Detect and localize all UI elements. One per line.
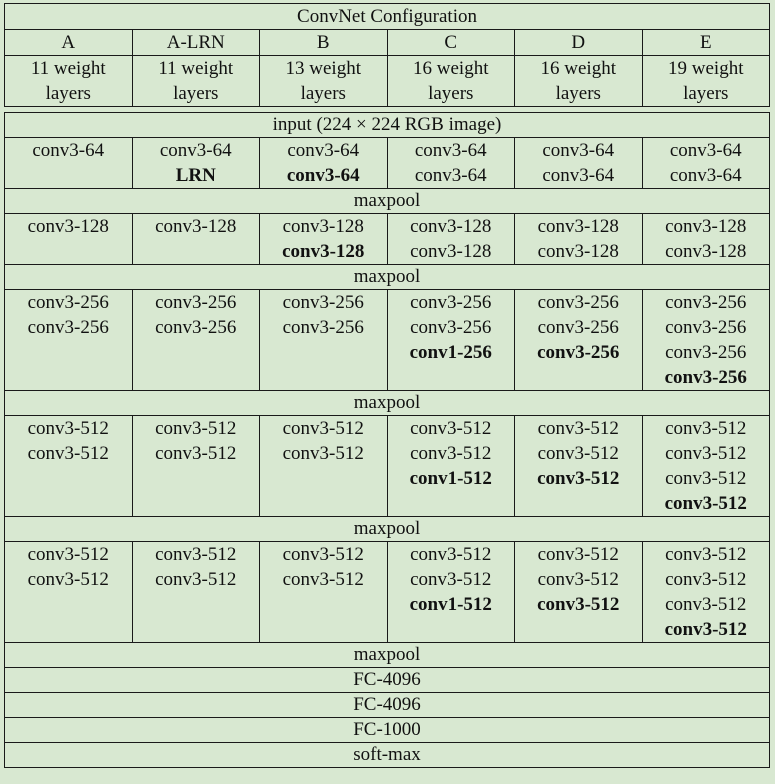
layer-cell-d — [515, 542, 643, 643]
layer: conv3-256 — [537, 292, 619, 313]
layer: conv3-64 — [414, 165, 487, 186]
layer: conv3-128 — [665, 241, 747, 262]
layer: conv3-128 — [410, 216, 492, 237]
layer: conv3-256 — [410, 292, 492, 313]
layer: conv3-512 — [155, 418, 237, 439]
layer: conv3-512 — [537, 418, 619, 439]
layer-cell-e — [642, 416, 770, 517]
layer: conv3-256 — [155, 292, 237, 313]
depth-unit: layers — [428, 83, 474, 104]
layer-cell-d — [515, 416, 643, 517]
layer: conv3-512 — [282, 443, 364, 464]
layer-cell-d — [515, 290, 643, 391]
layer-cell-a-lrn — [132, 214, 260, 265]
config-name-e: E — [642, 30, 770, 56]
layer: conv3-128 — [282, 216, 364, 237]
layer: conv3-512 — [665, 594, 747, 615]
maxpool-row: maxpool — [5, 189, 770, 214]
layer-cell-e — [642, 542, 770, 643]
layer: conv3-64 — [542, 140, 615, 161]
added-layer: conv3-128 — [282, 241, 365, 262]
added-layer: conv3-512 — [664, 619, 747, 640]
layer: conv3-128 — [27, 216, 109, 237]
layer-cell-b — [260, 138, 388, 189]
layer: conv3-512 — [665, 418, 747, 439]
depth-count: 16 weight — [413, 58, 489, 79]
layer: conv3-512 — [27, 569, 109, 590]
added-layer: conv1-512 — [409, 468, 492, 489]
layer: conv3-128 — [665, 216, 747, 237]
layer: conv3-64 — [159, 140, 232, 161]
layer: conv3-256 — [537, 317, 619, 338]
layer-cell-b — [260, 416, 388, 517]
layer: conv3-256 — [27, 317, 109, 338]
layer: conv3-512 — [155, 569, 237, 590]
maxpool-row: maxpool — [5, 643, 770, 668]
layer-cell-a — [5, 290, 133, 391]
layer: conv3-128 — [537, 216, 619, 237]
layer: conv3-128 — [537, 241, 619, 262]
layer-cell-e — [642, 214, 770, 265]
layer: conv3-512 — [155, 443, 237, 464]
maxpool-row: maxpool — [5, 391, 770, 416]
layer: conv3-512 — [537, 443, 619, 464]
layer: conv3-256 — [665, 292, 747, 313]
depth-count: 11 weight — [158, 58, 234, 79]
layer-cell-a-lrn — [132, 416, 260, 517]
layer: conv3-512 — [665, 569, 747, 590]
layer: conv3-64 — [287, 140, 360, 161]
added-layer: conv3-64 — [286, 165, 360, 186]
layer-cell-a-lrn — [132, 290, 260, 391]
config-depth-d — [515, 56, 643, 107]
depth-count: 16 weight — [540, 58, 616, 79]
config-layers-table — [4, 112, 770, 768]
layer: conv3-512 — [665, 443, 747, 464]
conv-block-row — [5, 416, 770, 517]
layer: conv3-512 — [27, 544, 109, 565]
layer: conv3-512 — [665, 544, 747, 565]
layer: conv3-128 — [410, 241, 492, 262]
layer-cell-a-lrn — [132, 542, 260, 643]
layer: conv3-512 — [27, 418, 109, 439]
added-layer: conv3-256 — [664, 367, 747, 388]
input-row: input (224 × 224 RGB image) — [5, 113, 770, 138]
layer: conv3-128 — [155, 216, 237, 237]
conv-block-row — [5, 290, 770, 391]
config-name-a: A — [5, 30, 133, 56]
config-depth-a-lrn — [132, 56, 260, 107]
config-depth-c — [387, 56, 515, 107]
depth-unit: layers — [683, 83, 729, 104]
layer-cell-c — [387, 138, 515, 189]
layer: conv3-512 — [282, 569, 364, 590]
softmax-row: soft-max — [5, 743, 770, 768]
added-layer: conv3-512 — [537, 468, 620, 489]
added-layer: conv3-512 — [537, 594, 620, 615]
config-depth-b — [260, 56, 388, 107]
depth-count: 13 weight — [285, 58, 361, 79]
layer-cell-b — [260, 214, 388, 265]
config-depth-e — [642, 56, 770, 107]
depth-unit: layers — [173, 83, 219, 104]
layer: conv3-512 — [537, 544, 619, 565]
depth-unit: layers — [555, 83, 601, 104]
layer: conv3-512 — [665, 468, 747, 489]
layer: conv3-512 — [410, 544, 492, 565]
fc-row: FC-4096 — [5, 668, 770, 693]
depth-count: 11 weight — [30, 58, 106, 79]
layer-cell-b — [260, 290, 388, 391]
layer-cell-a — [5, 138, 133, 189]
layer: conv3-256 — [665, 342, 747, 363]
layer-cell-c — [387, 416, 515, 517]
layer-cell-c — [387, 290, 515, 391]
added-layer: conv1-512 — [409, 594, 492, 615]
added-layer: LRN — [175, 165, 216, 186]
conv-block-row — [5, 138, 770, 189]
config-name-c: C — [387, 30, 515, 56]
layer: conv3-64 — [669, 140, 742, 161]
table-title: ConvNet Configuration — [5, 4, 770, 30]
layer: conv3-512 — [282, 544, 364, 565]
depth-unit: layers — [45, 83, 91, 104]
layer-cell-b — [260, 542, 388, 643]
layer-cell-d — [515, 138, 643, 189]
layer: conv3-512 — [155, 544, 237, 565]
layer-cell-a — [5, 542, 133, 643]
layer: conv3-512 — [410, 569, 492, 590]
config-name-row — [5, 30, 770, 56]
depth-unit: layers — [300, 83, 346, 104]
layer: conv3-256 — [665, 317, 747, 338]
config-name-b: B — [260, 30, 388, 56]
layer: conv3-256 — [282, 292, 364, 313]
fc-row: FC-4096 — [5, 693, 770, 718]
layer-cell-e — [642, 290, 770, 391]
layer: conv3-512 — [537, 569, 619, 590]
config-depth-a — [5, 56, 133, 107]
layer: conv3-256 — [410, 317, 492, 338]
layer: conv3-64 — [669, 165, 742, 186]
maxpool-row: maxpool — [5, 517, 770, 542]
config-depth-row — [5, 56, 770, 107]
layer-cell-d — [515, 214, 643, 265]
layer-cell-a — [5, 416, 133, 517]
added-layer: conv1-256 — [409, 342, 492, 363]
layer: conv3-512 — [410, 443, 492, 464]
layer-cell-a — [5, 214, 133, 265]
layer: conv3-512 — [27, 443, 109, 464]
fc-row: FC-1000 — [5, 718, 770, 743]
layer-cell-e — [642, 138, 770, 189]
layer: conv3-64 — [32, 140, 105, 161]
maxpool-row: maxpool — [5, 265, 770, 290]
layer: conv3-64 — [414, 140, 487, 161]
config-name-d: D — [515, 30, 643, 56]
layer: conv3-256 — [155, 317, 237, 338]
config-header-table — [4, 3, 770, 107]
config-name-a-lrn: A-LRN — [132, 30, 260, 56]
layer: conv3-64 — [542, 165, 615, 186]
layer-cell-c — [387, 214, 515, 265]
layer: conv3-512 — [282, 418, 364, 439]
layer: conv3-256 — [27, 292, 109, 313]
added-layer: conv3-256 — [537, 342, 620, 363]
added-layer: conv3-512 — [664, 493, 747, 514]
layer-cell-c — [387, 542, 515, 643]
layer: conv3-256 — [282, 317, 364, 338]
layer-cell-a-lrn — [132, 138, 260, 189]
conv-block-row — [5, 542, 770, 643]
layer: conv3-512 — [410, 418, 492, 439]
conv-block-row — [5, 214, 770, 265]
depth-count: 19 weight — [668, 58, 744, 79]
